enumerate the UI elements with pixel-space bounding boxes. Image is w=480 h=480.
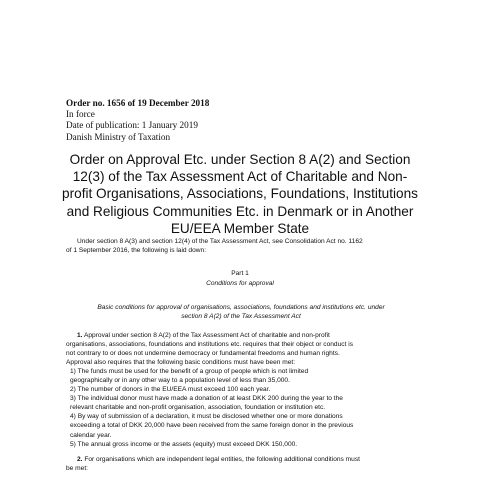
paragraph-2-line	[66, 455, 416, 464]
title-line: EU/EEA Member State	[170, 220, 310, 236]
paragraph-1-line: organisations, associations, foundations and institutions etc. requires that their object or conduct is	[66, 341, 353, 349]
condition-item: 2) The number of donors in the EU/EEA must exceed 100 each year.	[70, 386, 271, 394]
condition-item: 4) By way of submission of a declaration, it must be disclosed whether one or more donations	[70, 413, 343, 421]
ministry-name: Danish Ministry of Taxation	[66, 131, 171, 142]
publication-date: Date of publication: 1 January 2019	[66, 120, 198, 131]
document-title	[60, 151, 420, 237]
condition-item-continued: geographically or in any other way to a population level of less than 35,000.	[70, 377, 290, 385]
condition-item: 1) The funds must be used for the benefit of a group of people which is not limited	[70, 368, 309, 376]
paragraph-2-line: be met:	[66, 464, 88, 472]
condition-item-continued: relevant charitable and non-profit organisation, association, foundation or institution etc.	[70, 404, 326, 412]
status-text: In force	[66, 109, 95, 120]
paragraph-1-line	[66, 331, 416, 340]
paragraph-number: 2.	[77, 455, 83, 463]
title-line: profit Organisations, Associations, Foundations, Institutions	[62, 186, 418, 202]
section-heading	[66, 303, 416, 322]
section-heading-line: Basic conditions for approval of organisations, associations, foundations and institutions etc. under	[97, 304, 385, 311]
paragraph-1-line: not contrary to or does not undermine democracy or fundamental freedoms and human rights.	[66, 350, 340, 358]
section-heading-line: section 8 A(2) of the Tax Assessment Act	[181, 313, 301, 321]
title-line: and Religious Communities Etc. in Denmark or in Another	[66, 203, 414, 219]
intro-line: of 1 September 2016, the following is laid down:	[66, 247, 207, 255]
paragraph-text: For organisations which are independent legal entities, the following additional conditions must	[82, 455, 360, 463]
paragraph-1-line: Approval also requires that the following basic conditions must have been met:	[66, 359, 296, 367]
paragraph-number: 1.	[77, 332, 83, 339]
condition-item-continued: exceeding a total of DKK 20,000 have been received from the same foreign donor in the previous	[70, 422, 354, 430]
document-body	[66, 331, 416, 473]
part-heading	[60, 269, 420, 289]
document-metadata	[66, 98, 426, 143]
intro-line: Under section 8 A(3) and section 12(4) of the Tax Assessment Act, see Consolidation Act no. 1162	[77, 238, 363, 245]
intro-paragraph	[66, 237, 416, 256]
title-line: Order on Approval Etc. under Section 8 A(2) and Section	[69, 152, 411, 167]
part-subtitle: Conditions for approval	[206, 280, 274, 287]
condition-item: 5) The annual gross income or the assets (equity) must exceed DKK 150,000.	[70, 440, 298, 448]
condition-item-continued: calendar year.	[70, 431, 112, 439]
paragraph-text: Approval under section 8 A(2) of the Tax Assessment Act of charitable and non-profit	[82, 332, 330, 339]
part-label: Part 1	[231, 270, 249, 277]
title-line: 12(3) of the Tax Assessment Act of Charitable and Non-	[72, 169, 408, 185]
order-number: Order no. 1656 of 19 December 2018	[66, 98, 210, 108]
condition-item: 3) The individual donor must have made a donation of at least DKK 200 during the year to the	[70, 395, 343, 403]
